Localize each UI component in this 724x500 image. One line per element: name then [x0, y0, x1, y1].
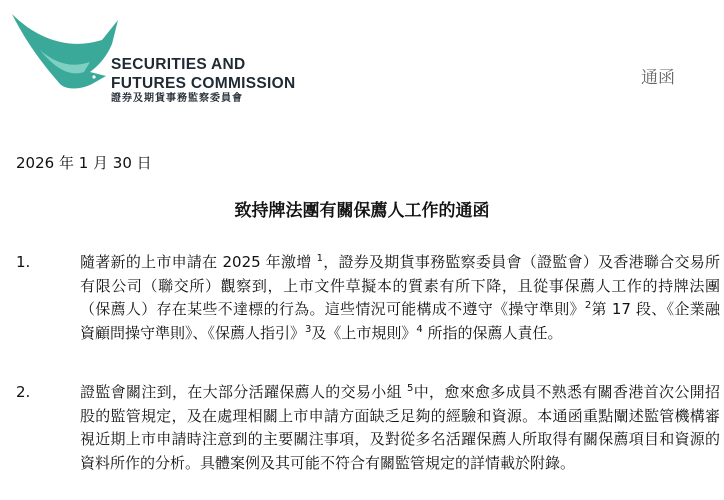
org-name-en-line1: SECURITIES AND — [111, 56, 246, 73]
document-title: 致持牌法團有關保薦人工作的通函 — [234, 201, 490, 221]
document-type-label: 通函 — [641, 68, 675, 88]
footnote-ref[interactable]: 5 — [407, 383, 414, 394]
paragraph-text: 隨著新的上市申請在 2025 年激增 $^1$，證券及期貨事務監察委員會（證監會）及香港聯合交易所有限公司（聯交所）觀察到，上市文件草擬本的質素有所下降，且從事保薦人工作的持牌法團（保薦人）存在某些不達標的行為。這些情況可能構成不遵守《操守準則》$^2$第 17 段、《企業融資顧問操守準則》、《保薦人指引》$^3$及《上市規則》$^4$ 所指的保薦人責任。 — [80, 253, 720, 342]
eagle-eye — [92, 75, 95, 78]
org-name-en-line2: FUTURES COMMISSION — [111, 74, 296, 92]
paragraph-text: 證監會關注到，在大部分活躍保薦人的交易小組 $^5$中，愈來愈多成員不熟悉有關香港首次公開招股的監管規定，及在處理相關上市申請方面缺乏足夠的經驗和資源。本通函重點闡述監管機構審視近期上市申請時注意到的主要關注事項，及對從多名活躍保薦人所取得有關保薦項目和資源的資料所作的分析。具體案例及其可能不符合有關監管規定的詳情載於附錄。 — [80, 383, 720, 472]
paragraph-number: 2. — [16, 383, 31, 401]
paragraph-1 — [16, 251, 720, 345]
footnote-ref[interactable]: 2 — [584, 300, 592, 311]
organization-name — [111, 57, 296, 104]
paragraph-2 — [16, 381, 720, 475]
sfc-eagle-logo — [10, 10, 120, 96]
document-date: 2026 年 1 月 30 日 — [16, 154, 152, 172]
paragraph-number: 1. — [16, 253, 31, 271]
eagle-wing-shape — [12, 14, 118, 89]
org-name-zh: 證券及期貨事務監察委員會 — [111, 93, 243, 104]
footnote-ref[interactable]: 1 — [316, 253, 323, 264]
footnote-ref[interactable]: 4 — [416, 323, 423, 335]
footnote-ref[interactable]: 3 — [305, 323, 312, 335]
